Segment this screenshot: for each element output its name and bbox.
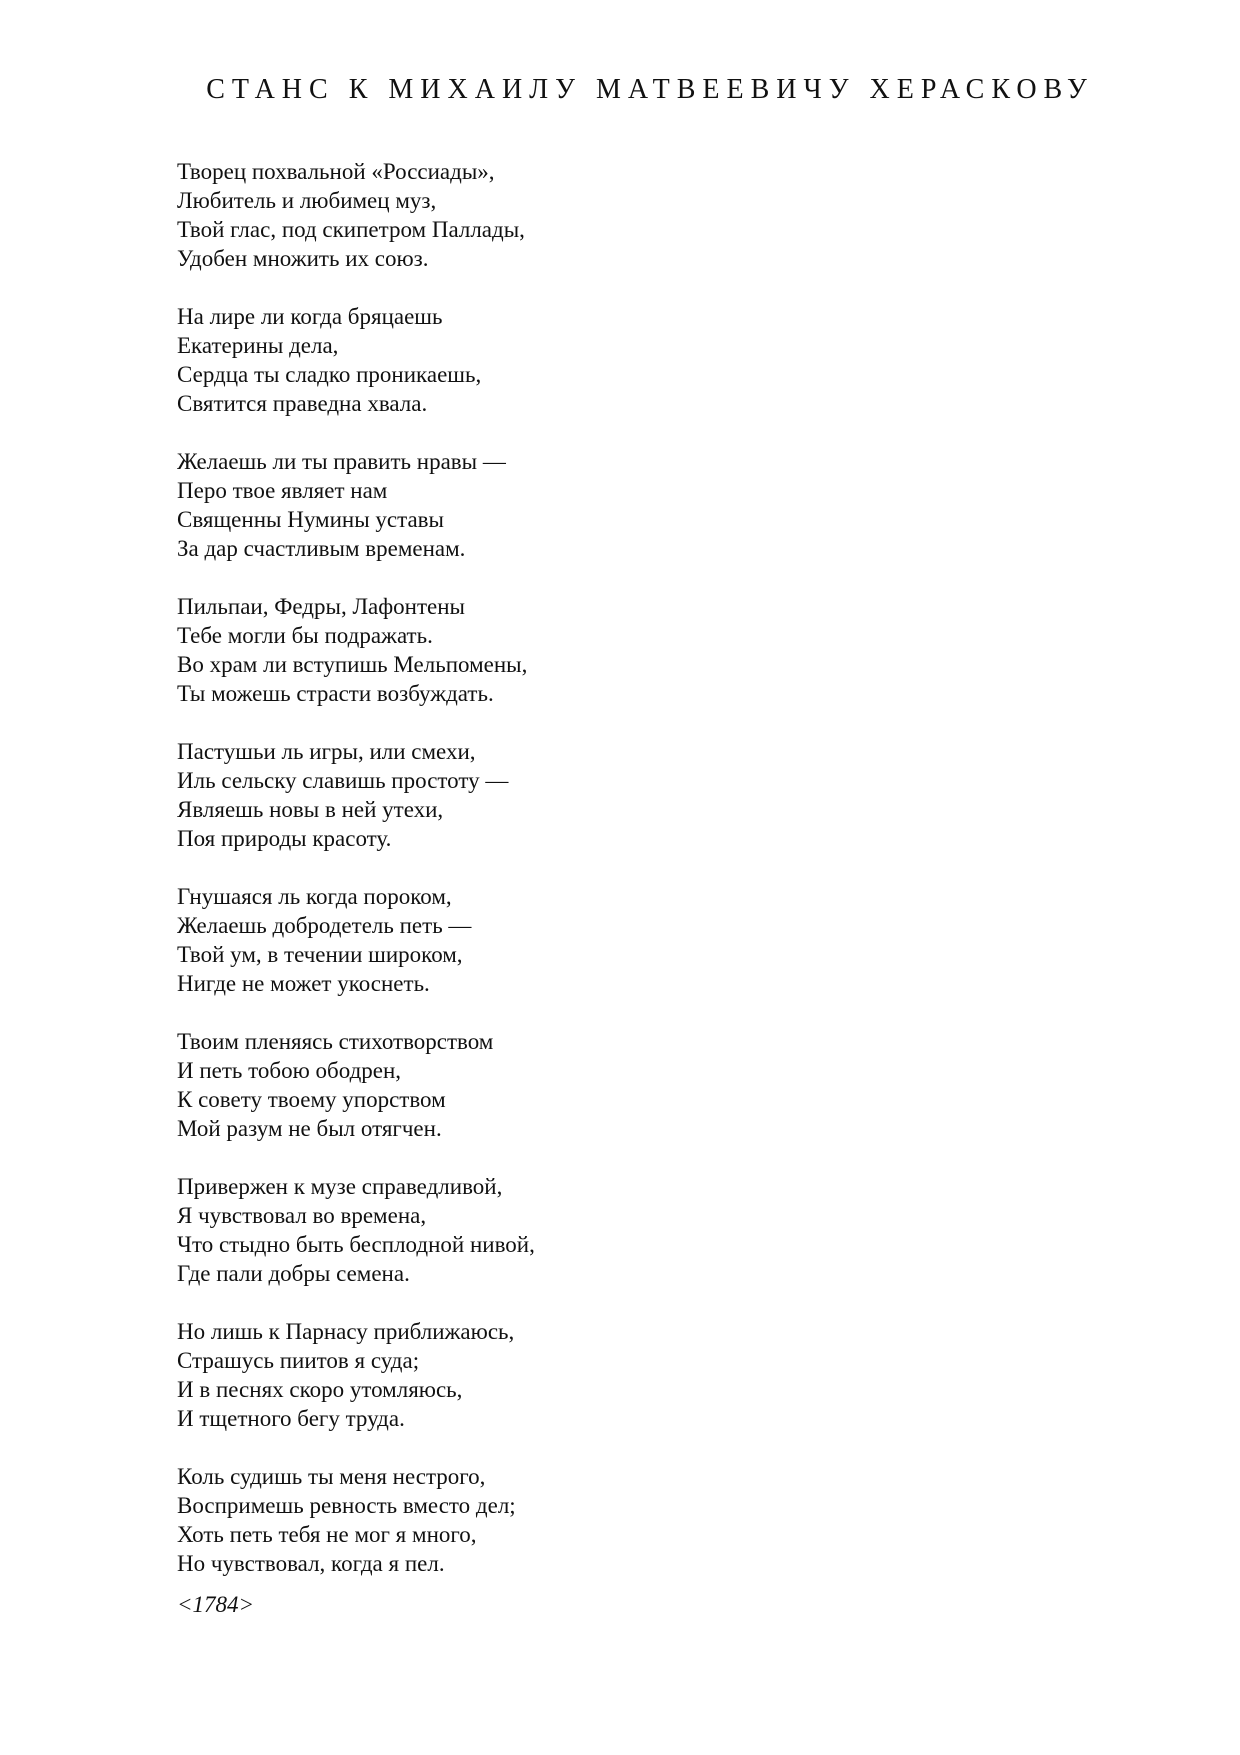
poem-line: Екатерины дела, bbox=[177, 333, 339, 358]
poem-line: Страшусь пиитов я суда; bbox=[177, 1348, 420, 1373]
stanza bbox=[177, 1317, 1077, 1433]
poem-line: Твой ум, в течении широком, bbox=[177, 942, 463, 967]
poem-line: Твоим пленяясь стихотворством bbox=[177, 1029, 494, 1054]
poem-line: Хоть петь тебя не мог я много, bbox=[177, 1522, 477, 1547]
poem-line: За дар счастливым временам. bbox=[177, 536, 466, 561]
poem-line: Во храм ли вступишь Мельпомены, bbox=[177, 652, 528, 677]
poem-line: Святится праведна хвала. bbox=[177, 391, 428, 416]
poem-body bbox=[177, 157, 1077, 1607]
poem-line: Ты можешь страсти возбуждать. bbox=[177, 681, 494, 706]
poem-line: Но лишь к Парнасу приближаюсь, bbox=[177, 1319, 515, 1344]
stanza bbox=[177, 737, 1077, 853]
poem-line: Желаешь ли ты править нравы — bbox=[177, 449, 506, 474]
stanza bbox=[177, 1027, 1077, 1143]
stanza bbox=[177, 1462, 1077, 1578]
poem-line: Являешь новы в ней утехи, bbox=[177, 797, 444, 822]
poem-line: И тщетного бегу труда. bbox=[177, 1406, 405, 1431]
poem-line: На лире ли когда бряцаешь bbox=[177, 304, 443, 329]
poem-line: Что стыдно быть бесплодной нивой, bbox=[177, 1232, 535, 1257]
poem-line: Творец похвальной «Россиады», bbox=[177, 159, 495, 184]
poem-line: Но чувствовал, когда я пел. bbox=[177, 1551, 445, 1576]
poem-line: Тебе могли бы подражать. bbox=[177, 623, 433, 648]
poem-line: Гнушаяся ль когда пороком, bbox=[177, 884, 452, 909]
poem-line: Иль сельску славишь простоту — bbox=[177, 768, 509, 793]
poem-title: СТАНС К МИХАИЛУ МАТВЕЕВИЧУ ХЕРАСКОВУ bbox=[206, 74, 1094, 105]
stanza bbox=[177, 882, 1077, 998]
poem-line: Перо твое являет нам bbox=[177, 478, 388, 503]
poem-line: Пастушьи ль игры, или смехи, bbox=[177, 739, 476, 764]
stanza bbox=[177, 157, 1077, 273]
poem-line: Пильпаи, Федры, Лафонтены bbox=[177, 594, 465, 619]
stanza bbox=[177, 592, 1077, 708]
poem-line: Священны Нумины уставы bbox=[177, 507, 444, 532]
poem-line: Сердца ты сладко проникаешь, bbox=[177, 362, 482, 387]
poem-line: К совету твоему упорством bbox=[177, 1087, 446, 1112]
poem-line: Твой глас, под скипетром Паллады, bbox=[177, 217, 525, 242]
poem-line: Коль судишь ты меня нестрого, bbox=[177, 1464, 486, 1489]
poem-line: Нигде не может укоснеть. bbox=[177, 971, 430, 996]
stanza bbox=[177, 302, 1077, 418]
poem-line: Я чувствовал во времена, bbox=[177, 1203, 427, 1228]
poem-line: Воспримешь ревность вместо дел; bbox=[177, 1493, 516, 1518]
poem-line: И в песнях скоро утомляюсь, bbox=[177, 1377, 463, 1402]
poem-line: Поя природы красоту. bbox=[177, 826, 392, 851]
poem-line: Мой разум не был отягчен. bbox=[177, 1116, 442, 1141]
stanza bbox=[177, 1172, 1077, 1288]
poem-line: Привержен к музе справедливой, bbox=[177, 1174, 503, 1199]
poem-line: Любитель и любимец муз, bbox=[177, 188, 437, 213]
poem-line: Где пали добры семена. bbox=[177, 1261, 410, 1286]
poem-line: Удобен множить их союз. bbox=[177, 246, 429, 271]
poem-date: <1784> bbox=[177, 1592, 255, 1617]
poem-line: И петь тобою ободрен, bbox=[177, 1058, 402, 1083]
poem-line: Желаешь добродетель петь — bbox=[177, 913, 472, 938]
stanza bbox=[177, 447, 1077, 563]
